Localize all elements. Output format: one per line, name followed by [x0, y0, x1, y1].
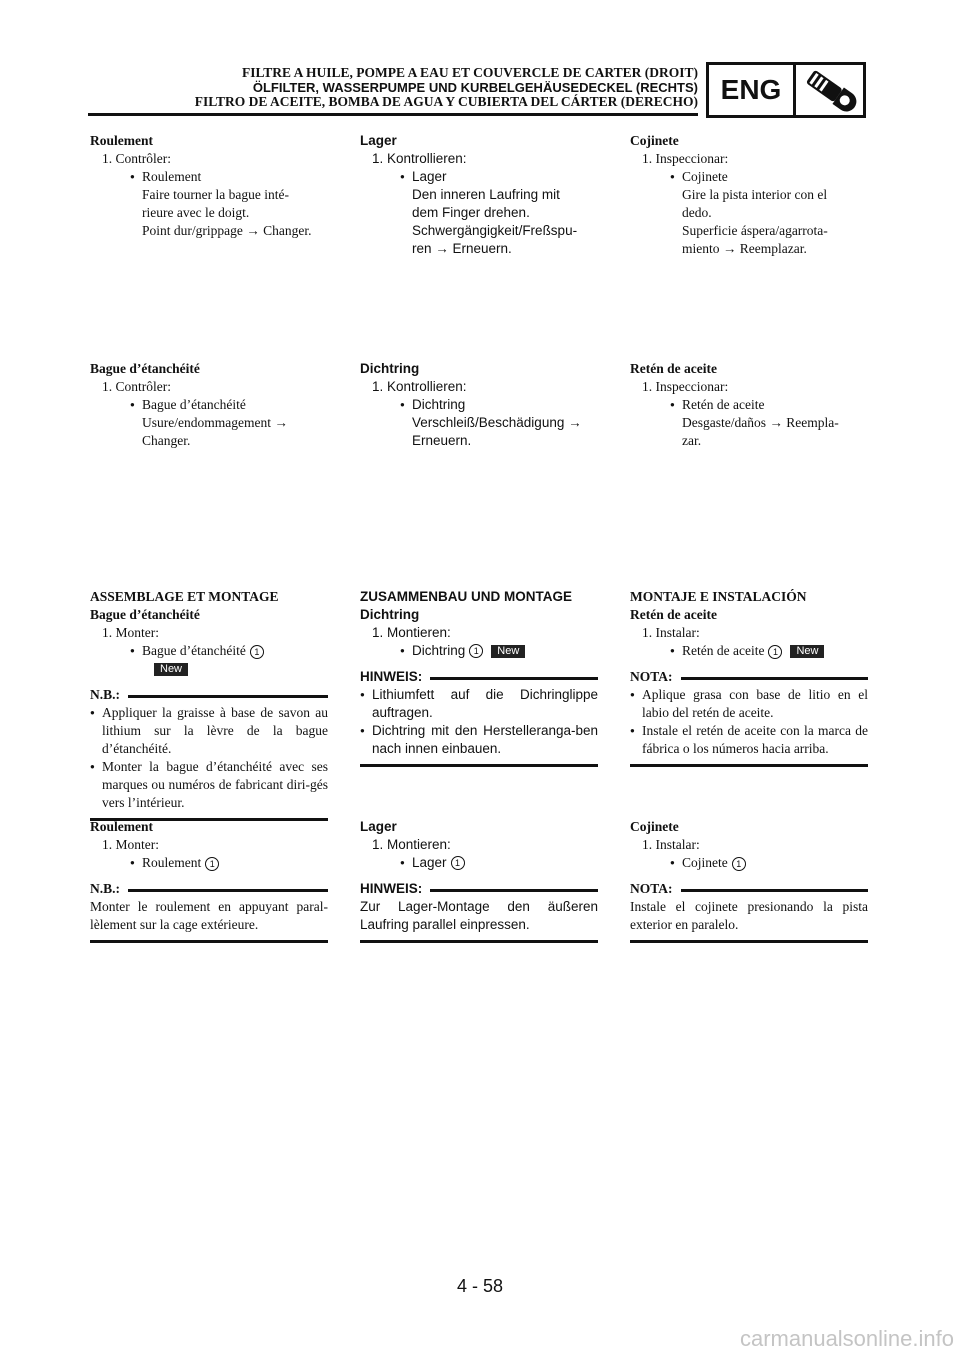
header-title-de: ÖLFILTER, WASSERPUMPE UND KURBELGEHÄUSEDECKEL (RECHTS)	[252, 79, 698, 95]
de-seal-install	[360, 588, 598, 767]
note-rule	[128, 889, 328, 892]
note-text: Instale el cojinete presionando la pista exterior en paralelo.	[630, 899, 868, 932]
callout-number: 1	[250, 645, 264, 659]
text-line: zar.	[682, 433, 702, 448]
section-title: Retén de aceite	[630, 607, 717, 622]
text-line: Den inneren Laufring mit	[412, 187, 560, 202]
step: 1. Contrôler:	[102, 379, 171, 394]
section-title: Lager	[360, 133, 397, 148]
note-label: NOTA:	[630, 669, 673, 684]
note-label: HINWEIS:	[360, 881, 423, 896]
de-seal-inspect	[360, 360, 598, 450]
fr-bearing-install	[90, 818, 328, 943]
text-line: Schwergängigkeit/Freßspu-	[412, 223, 578, 238]
es-bearing-install	[630, 818, 868, 943]
section-title: Dichtring	[360, 607, 420, 622]
text-line: Gire la pista interior con el	[682, 187, 828, 202]
new-part-tag: New	[154, 663, 188, 676]
text-line: dedo.	[682, 205, 712, 220]
section-title: Dichtring	[360, 361, 420, 376]
callout-number: 1	[732, 857, 746, 871]
step: 1. Instalar:	[642, 837, 700, 852]
note-label: N.B.:	[90, 687, 120, 702]
bullet-item	[630, 642, 868, 660]
bullet-item	[630, 854, 868, 872]
fr-seal-install	[90, 588, 328, 821]
section-title: Cojinete	[630, 819, 679, 834]
es-seal-install	[630, 588, 868, 767]
new-part-tag: New	[491, 645, 525, 658]
callout-number: 1	[768, 645, 782, 659]
bullet-item: ● Roulement	[90, 168, 328, 186]
note-bullet: ● Appliquer la graisse à base de savon au lithium sur la lèvre de la bague d’étanchéité.	[90, 704, 328, 758]
item-label: Dichtring	[412, 643, 466, 658]
text-line: Erneuern.	[412, 433, 472, 448]
step: 1. Kontrollieren:	[372, 151, 467, 166]
note-end-rule	[360, 764, 598, 767]
section-title: Roulement	[90, 133, 153, 148]
note-header	[90, 686, 328, 704]
step: 1. Montieren:	[372, 625, 451, 640]
section-header	[195, 66, 698, 110]
step: 1. Instalar:	[642, 625, 700, 640]
header-rule	[88, 113, 698, 116]
text-line: ren → Erneuern.	[412, 241, 512, 256]
note-bullet: ● Monter la bague d’étanchéité avec ses marques ou numéros de fabricant diri-gés vers l’intérieur.	[90, 758, 328, 812]
chapter-badge	[706, 62, 866, 118]
note-rule	[128, 695, 328, 698]
text-line: Point dur/grippage → Changer.	[142, 223, 312, 238]
note-end-rule	[90, 940, 328, 943]
note-header	[630, 668, 868, 686]
bullet-item	[360, 642, 598, 660]
note-rule	[430, 677, 598, 680]
es-bearing-inspect	[630, 132, 868, 258]
note-bullet: ● Aplique grasa con base de litio en el labio del retén de aceite.	[630, 686, 868, 722]
bullet-item	[90, 854, 328, 872]
text-line: Desgaste/daños → Reempla-	[682, 415, 839, 430]
note-text: Zur Lager-Montage den äußeren Laufring parallel einpressen.	[360, 899, 598, 932]
callout-number: 1	[451, 856, 465, 870]
section-heading: MONTAJE E INSTALACIÓN	[630, 589, 807, 604]
section-heading: ZUSAMMENBAU UND MONTAGE	[360, 589, 572, 604]
step: 1. Kontrollieren:	[372, 379, 467, 394]
watermark: carmanualsonline.info	[739, 1326, 954, 1351]
item-label: Lager	[412, 855, 447, 870]
step: 1. Inspeccionar:	[642, 151, 729, 166]
text-line: dem Finger drehen.	[412, 205, 530, 220]
item-label: Roulement	[142, 855, 202, 870]
es-seal-inspect	[630, 360, 868, 450]
header-title-es: FILTRO DE ACEITE, BOMBA DE AGUA Y CUBIERTA DEL CÁRTER (DERECHO)	[194, 94, 698, 109]
section-title: Cojinete	[630, 133, 679, 148]
note-end-rule	[630, 940, 868, 943]
note-header	[360, 668, 598, 686]
bullet-item: ● Dichtring	[360, 396, 598, 414]
note-label: HINWEIS:	[360, 669, 423, 684]
item-label: Bague d’étanchéité	[142, 643, 246, 658]
note-rule	[681, 889, 869, 892]
bullet-item: ● Bague d’étanchéité	[90, 396, 328, 414]
note-header	[90, 880, 328, 898]
callout-number: 1	[205, 857, 219, 871]
step: 1. Monter:	[102, 837, 159, 852]
text-line: rieure avec le doigt.	[142, 205, 250, 220]
note-end-rule	[630, 764, 868, 767]
bullet-item	[90, 642, 328, 660]
text-line: Superficie áspera/agarrota-	[682, 223, 828, 238]
step: 1. Monter:	[102, 625, 159, 640]
step: 1. Inspeccionar:	[642, 379, 729, 394]
note-label: NOTA:	[630, 881, 673, 896]
step: 1. Contrôler:	[102, 151, 171, 166]
text-line: miento → Reemplazar.	[682, 241, 807, 256]
section-title: Bague d’étanchéité	[90, 361, 200, 376]
note-label: N.B.:	[90, 881, 120, 896]
callout-number: 1	[469, 644, 483, 658]
chapter-label: ENG	[709, 65, 796, 115]
note-bullet: ● Dichtring mit den Herstelleranga-ben nach innen einbauen.	[360, 722, 598, 758]
section-heading: ASSEMBLAGE ET MONTAGE	[90, 589, 279, 604]
section-title: Bague d’étanchéité	[90, 607, 200, 622]
bullet-item	[360, 854, 598, 872]
new-part-row	[90, 660, 328, 678]
text-line: Changer.	[142, 433, 191, 448]
item-label: Cojinete	[682, 855, 728, 870]
note-header	[360, 880, 598, 898]
text-line: Verschleiß/Beschädigung →	[412, 415, 582, 430]
fr-bearing-inspect	[90, 132, 328, 240]
note-end-rule	[360, 940, 598, 943]
bullet-item: ● Lager	[360, 168, 598, 186]
fr-seal-inspect	[90, 360, 328, 450]
header-title-fr: FILTRE A HUILE, POMPE A EAU ET COUVERCLE DE CARTER (DROIT)	[242, 65, 698, 80]
note-text: Monter le roulement en appuyant paral-lèlement sur la cage extérieure.	[90, 899, 328, 932]
de-bearing-install	[360, 818, 598, 943]
note-bullet: ● Lithiumfett auf die Dichringlippe auftragen.	[360, 686, 598, 722]
new-part-tag: New	[790, 645, 824, 658]
de-bearing-inspect	[360, 132, 598, 258]
bullet-item: ● Cojinete	[630, 168, 868, 186]
note-header	[630, 880, 868, 898]
wrench-spanner-icon	[796, 65, 863, 115]
step: 1. Montieren:	[372, 837, 451, 852]
text-line: Faire tourner la bague inté-	[142, 187, 289, 202]
text-line: Usure/endommagement →	[142, 415, 288, 430]
section-title: Retén de aceite	[630, 361, 717, 376]
section-title: Lager	[360, 819, 397, 834]
note-bullet: ● Instale el retén de aceite con la marca de fábrica o los números hacia arriba.	[630, 722, 868, 758]
bullet-item: ● Retén de aceite	[630, 396, 868, 414]
item-label: Retén de aceite	[682, 643, 765, 658]
page-number: 4 - 58	[456, 1276, 504, 1296]
section-title: Roulement	[90, 819, 153, 834]
note-rule	[681, 677, 869, 680]
note-rule	[430, 889, 598, 892]
